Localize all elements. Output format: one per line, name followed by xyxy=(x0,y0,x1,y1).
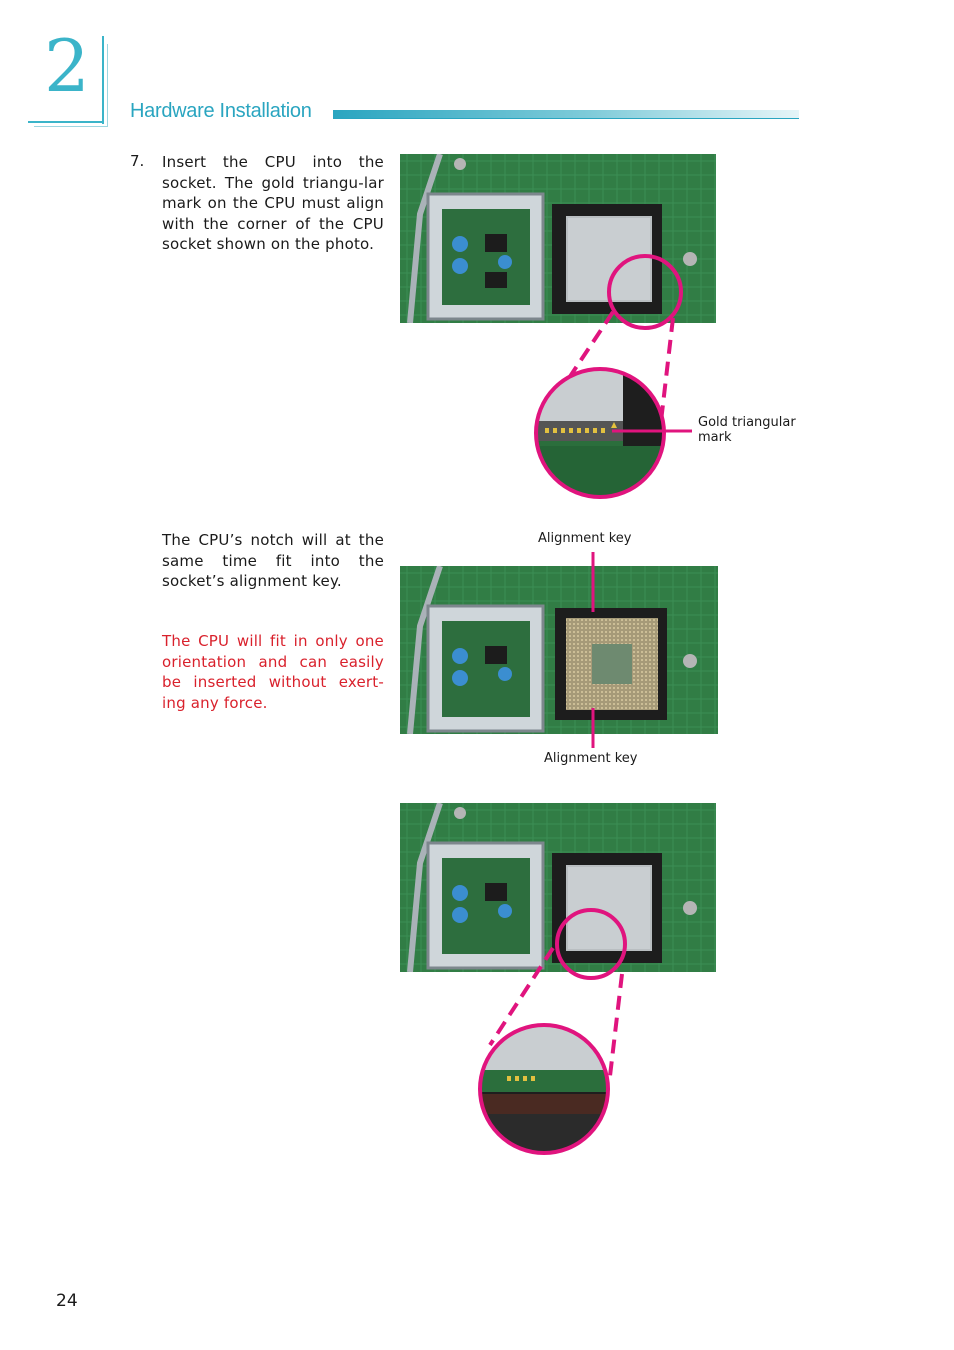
seated-cpu-zoom xyxy=(477,1022,611,1156)
section-title: Hardware Installation xyxy=(130,100,312,122)
alignment-key-label-top: Alignment key xyxy=(538,531,632,546)
chapter-number: 2 xyxy=(44,24,90,108)
notch-text: The CPU’s notch will at the same time fit into the socket’s alignment key. xyxy=(162,531,384,590)
alignment-key-label-bottom: Alignment key xyxy=(544,751,638,766)
warning-text: The CPU will fit in only one orientation and can easily be inserted without exert-ing any force. xyxy=(162,632,384,712)
gold-mark-label: Gold triangular mark xyxy=(698,415,796,445)
step-text: Insert the CPU into the socket. The gold triangu-lar mark on the CPU must align with the corner of the CPU socket shown on the photo. xyxy=(162,153,384,253)
step-number: 7. xyxy=(130,152,145,170)
page-number: 24 xyxy=(56,1291,78,1311)
